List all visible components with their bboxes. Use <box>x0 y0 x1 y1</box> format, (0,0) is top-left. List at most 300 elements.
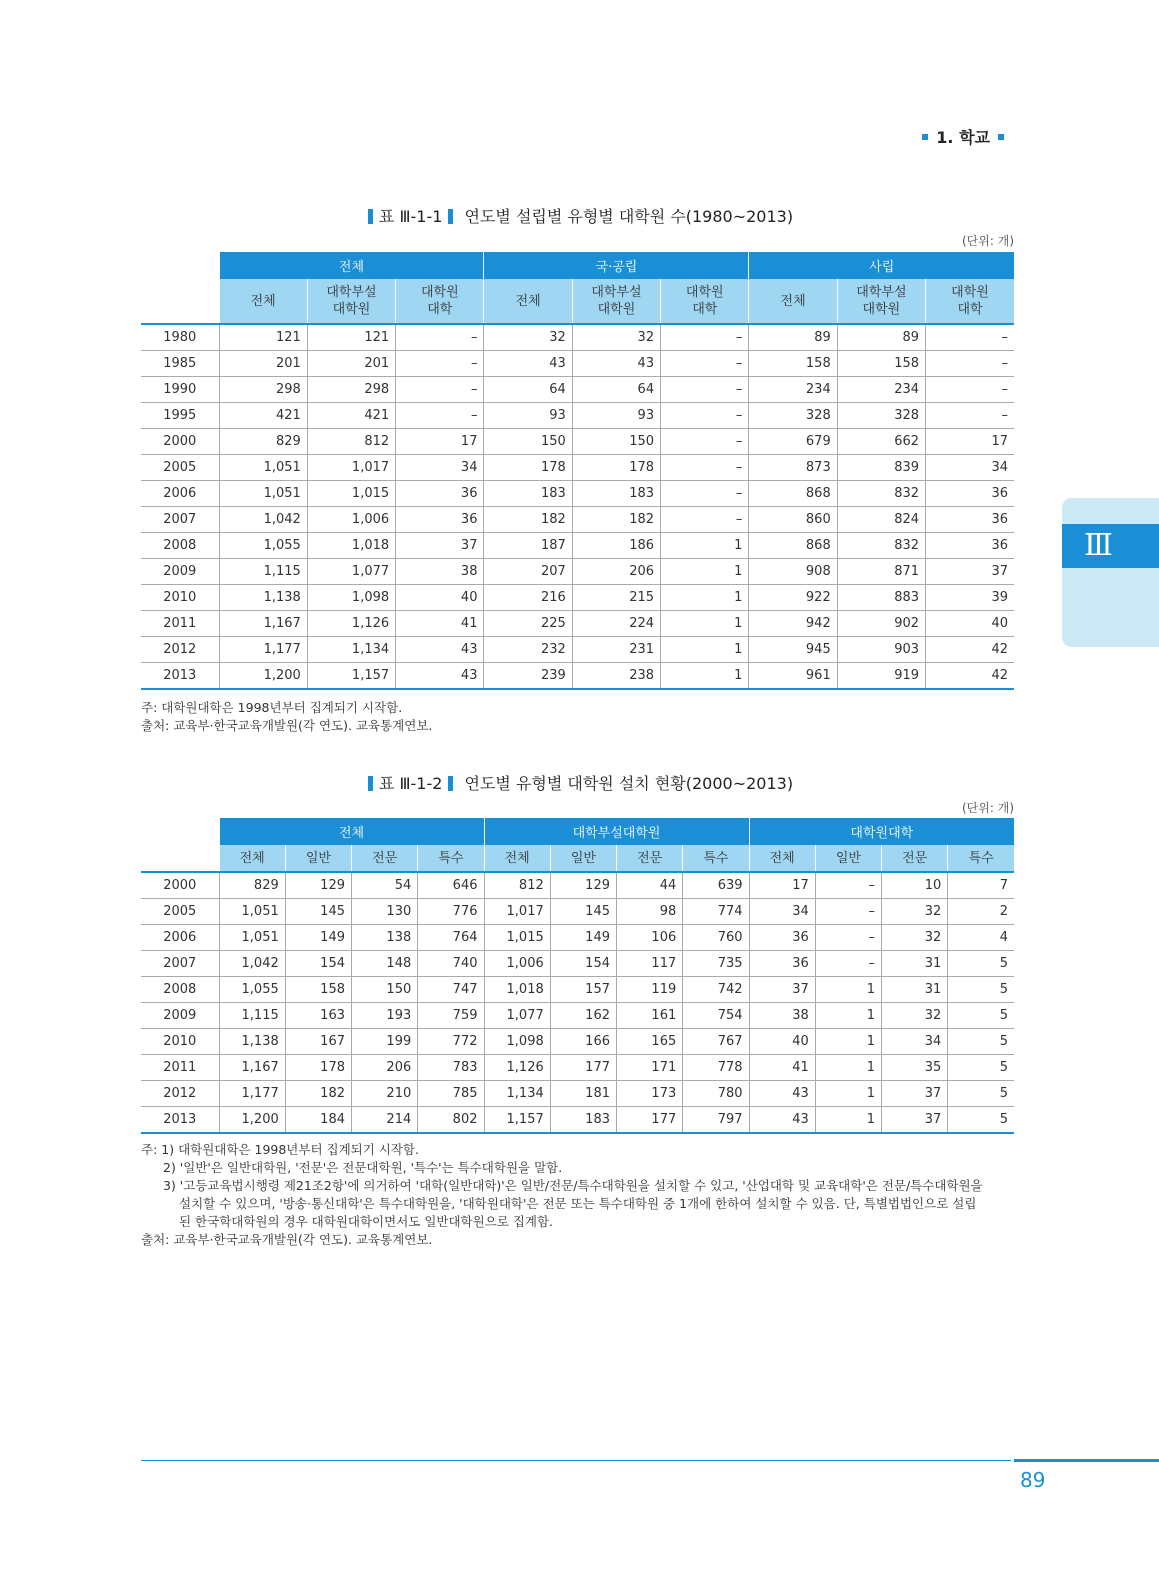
value-cell: 166 <box>550 1029 616 1055</box>
sub-header: 대학원 대학 <box>661 279 749 324</box>
value-cell: 224 <box>572 611 660 637</box>
value-cell: 215 <box>572 585 660 611</box>
value-cell: 747 <box>418 977 484 1003</box>
value-cell: 961 <box>749 663 837 690</box>
sub-header: 전체 <box>749 845 815 872</box>
table1 <box>141 252 1014 690</box>
group-header: 전체 <box>219 818 484 845</box>
value-cell: 1,098 <box>484 1029 550 1055</box>
group-header: 전체 <box>219 252 484 279</box>
title-bar-icon <box>448 776 453 791</box>
value-cell: – <box>926 377 1014 403</box>
value-cell: 812 <box>307 429 395 455</box>
sub-header: 특수 <box>683 845 749 872</box>
table-row <box>141 637 1014 663</box>
year-cell: 1990 <box>141 377 219 403</box>
value-cell: 1,177 <box>219 1081 285 1107</box>
value-cell: 735 <box>683 951 749 977</box>
value-cell: 1,015 <box>484 925 550 951</box>
year-cell: 2007 <box>141 951 219 977</box>
value-cell: 1,167 <box>219 611 307 637</box>
value-cell: 178 <box>572 455 660 481</box>
value-cell: 1,051 <box>219 455 307 481</box>
source-line: 출처: 교육부·한국교육개발원(각 연도). 교육통계연보. <box>141 1232 433 1247</box>
value-cell: – <box>926 351 1014 377</box>
value-cell: 1,042 <box>219 951 285 977</box>
title-bar-icon <box>448 209 453 224</box>
table-row <box>141 585 1014 611</box>
value-cell: 64 <box>572 377 660 403</box>
value-cell: 421 <box>219 403 307 429</box>
value-cell: 1 <box>661 611 749 637</box>
value-cell: 1,126 <box>484 1055 550 1081</box>
value-cell: 37 <box>396 533 484 559</box>
value-cell: 1,006 <box>484 951 550 977</box>
value-cell: 1,051 <box>219 925 285 951</box>
value-cell: 40 <box>749 1029 815 1055</box>
value-cell: 150 <box>352 977 418 1003</box>
value-cell: 1,115 <box>219 1003 285 1029</box>
value-cell: 39 <box>926 585 1014 611</box>
value-cell: 32 <box>882 1003 948 1029</box>
value-cell: 1 <box>815 1003 881 1029</box>
sub-header: 전체 <box>219 845 285 872</box>
table-row <box>141 1003 1014 1029</box>
value-cell: 4 <box>948 925 1014 951</box>
value-cell: 1,018 <box>484 977 550 1003</box>
value-cell: 5 <box>948 977 1014 1003</box>
value-cell: 214 <box>352 1107 418 1134</box>
sub-header: 특수 <box>948 845 1014 872</box>
sub-header: 전체 <box>219 279 307 324</box>
footer-rule-accent <box>1014 1459 1159 1462</box>
table2-unit: (단위: 개) <box>962 801 1014 815</box>
note-line: 2) '일반'은 일반대학원, '전문'은 전문대학원, '특수'는 특수대학원을 말함. <box>163 1160 563 1175</box>
value-cell: 1,042 <box>219 507 307 533</box>
value-cell: 206 <box>352 1055 418 1081</box>
value-cell: 421 <box>307 403 395 429</box>
sub-header: 대학부설 대학원 <box>572 279 660 324</box>
corner-cell <box>141 252 219 324</box>
value-cell: 42 <box>926 663 1014 690</box>
value-cell: 829 <box>219 872 285 899</box>
sub-header: 대학원 대학 <box>926 279 1014 324</box>
square-bullet-icon <box>998 134 1004 140</box>
value-cell: 328 <box>837 403 925 429</box>
table2-prefix: 표 <box>378 774 395 793</box>
value-cell: 36 <box>396 507 484 533</box>
value-cell: 10 <box>882 872 948 899</box>
value-cell: 154 <box>550 951 616 977</box>
value-cell: 832 <box>837 533 925 559</box>
note-line: 3) '고등교육법시행령 제21조2항'에 의거하여 '대학(일반대학)'은 일반/전문/특수대학원을 설치할 수 있고, '산업대학 및 교육대학'은 전문/특수대학원을 <box>163 1178 983 1193</box>
source-line: 출처: 교육부·한국교육개발원(각 연도). 교육통계연보. <box>141 718 433 733</box>
value-cell: 161 <box>617 1003 683 1029</box>
table1-prefix: 표 <box>378 207 395 226</box>
sub-header: 전체 <box>484 845 550 872</box>
value-cell: 298 <box>307 377 395 403</box>
table1-text: 연도별 설립별 유형별 대학원 수(1980~2013) <box>464 207 794 226</box>
table-row <box>141 977 1014 1003</box>
year-cell: 2012 <box>141 637 219 663</box>
value-cell: – <box>661 377 749 403</box>
value-cell: 1,138 <box>219 1029 285 1055</box>
value-cell: 945 <box>749 637 837 663</box>
value-cell: 43 <box>484 351 572 377</box>
section-title: 1. 학교 <box>936 128 990 147</box>
year-cell: 1985 <box>141 351 219 377</box>
value-cell: 98 <box>617 899 683 925</box>
value-cell: 1,157 <box>307 663 395 690</box>
value-cell: 167 <box>285 1029 351 1055</box>
value-cell: 36 <box>749 951 815 977</box>
value-cell: 824 <box>837 507 925 533</box>
value-cell: 919 <box>837 663 925 690</box>
value-cell: 121 <box>307 324 395 351</box>
value-cell: 225 <box>484 611 572 637</box>
value-cell: 43 <box>572 351 660 377</box>
note-line: 주: 1) 대학원대학은 1998년부터 집계되기 시작함. <box>141 1142 419 1157</box>
table-row <box>141 351 1014 377</box>
table1-notes <box>141 699 1014 735</box>
table1-num: Ⅲ-1-1 <box>399 207 443 226</box>
sub-header: 특수 <box>418 845 484 872</box>
value-cell: 764 <box>418 925 484 951</box>
value-cell: 5 <box>948 951 1014 977</box>
value-cell: 186 <box>572 533 660 559</box>
value-cell: – <box>396 403 484 429</box>
value-cell: 740 <box>418 951 484 977</box>
year-cell: 1995 <box>141 403 219 429</box>
value-cell: 1,055 <box>219 533 307 559</box>
value-cell: 93 <box>572 403 660 429</box>
table-row <box>141 1107 1014 1134</box>
table2-text: 연도별 유형별 대학원 설치 현황(2000~2013) <box>464 774 794 793</box>
table-row <box>141 1081 1014 1107</box>
table-row <box>141 951 1014 977</box>
value-cell: 182 <box>285 1081 351 1107</box>
year-cell: 2010 <box>141 585 219 611</box>
table-row <box>141 899 1014 925</box>
table1-title <box>141 204 1014 227</box>
sub-header: 전문 <box>352 845 418 872</box>
value-cell: – <box>661 507 749 533</box>
value-cell: 5 <box>948 1055 1014 1081</box>
table-row <box>141 324 1014 351</box>
value-cell: 187 <box>484 533 572 559</box>
value-cell: 32 <box>484 324 572 351</box>
value-cell: 1,051 <box>219 481 307 507</box>
value-cell: 802 <box>418 1107 484 1134</box>
value-cell: 868 <box>749 533 837 559</box>
value-cell: 1 <box>661 559 749 585</box>
year-cell: 2013 <box>141 663 219 690</box>
table-row <box>141 559 1014 585</box>
value-cell: 1,200 <box>219 663 307 690</box>
year-cell: 2012 <box>141 1081 219 1107</box>
table-row <box>141 925 1014 951</box>
value-cell: 31 <box>882 977 948 1003</box>
value-cell: 1,177 <box>219 637 307 663</box>
value-cell: 783 <box>418 1055 484 1081</box>
value-cell: 785 <box>418 1081 484 1107</box>
value-cell: 38 <box>396 559 484 585</box>
value-cell: 158 <box>749 351 837 377</box>
value-cell: 162 <box>550 1003 616 1029</box>
value-cell: 89 <box>837 324 925 351</box>
group-header: 대학원대학 <box>749 818 1014 845</box>
sub-header: 전문 <box>882 845 948 872</box>
value-cell: 883 <box>837 585 925 611</box>
year-cell: 2008 <box>141 533 219 559</box>
year-cell: 2011 <box>141 611 219 637</box>
value-cell: 1,098 <box>307 585 395 611</box>
table-row <box>141 377 1014 403</box>
value-cell: 1,018 <box>307 533 395 559</box>
table-row <box>141 1029 1014 1055</box>
value-cell: 832 <box>837 481 925 507</box>
table-row <box>141 481 1014 507</box>
value-cell: 1 <box>815 1055 881 1081</box>
value-cell: 181 <box>550 1081 616 1107</box>
year-cell: 2010 <box>141 1029 219 1055</box>
value-cell: – <box>661 351 749 377</box>
value-cell: 17 <box>749 872 815 899</box>
value-cell: 93 <box>484 403 572 429</box>
value-cell: 64 <box>484 377 572 403</box>
value-cell: 199 <box>352 1029 418 1055</box>
value-cell: 36 <box>749 925 815 951</box>
sub-header: 일반 <box>285 845 351 872</box>
value-cell: 1 <box>661 663 749 690</box>
value-cell: 239 <box>484 663 572 690</box>
value-cell: 165 <box>617 1029 683 1055</box>
value-cell: 119 <box>617 977 683 1003</box>
note-line: 설치할 수 있으며, '방송·통신대학'은 특수대학원을, '대학원대학'은 전문 또는 특수대학원 중 1개에 한하여 설치할 수 있음. 단, 특별법법인으로 설립 <box>179 1196 977 1211</box>
value-cell: 234 <box>837 377 925 403</box>
value-cell: – <box>815 899 881 925</box>
page-number: 89 <box>1020 1468 1046 1492</box>
value-cell: 5 <box>948 1081 1014 1107</box>
value-cell: – <box>396 324 484 351</box>
value-cell: 871 <box>837 559 925 585</box>
year-cell: 2005 <box>141 899 219 925</box>
value-cell: 1 <box>815 1029 881 1055</box>
corner-cell <box>141 818 219 872</box>
value-cell: 178 <box>285 1055 351 1081</box>
value-cell: 193 <box>352 1003 418 1029</box>
year-cell: 2009 <box>141 559 219 585</box>
year-cell: 2005 <box>141 455 219 481</box>
value-cell: 829 <box>219 429 307 455</box>
value-cell: 1,167 <box>219 1055 285 1081</box>
value-cell: – <box>661 324 749 351</box>
section-header <box>922 125 1004 148</box>
value-cell: 43 <box>749 1081 815 1107</box>
year-cell: 2006 <box>141 925 219 951</box>
value-cell: 34 <box>396 455 484 481</box>
value-cell: 40 <box>396 585 484 611</box>
value-cell: 232 <box>484 637 572 663</box>
value-cell: 129 <box>285 872 351 899</box>
value-cell: 922 <box>749 585 837 611</box>
table2-title <box>141 771 1014 794</box>
sub-header: 대학부설 대학원 <box>837 279 925 324</box>
value-cell: 173 <box>617 1081 683 1107</box>
value-cell: 201 <box>219 351 307 377</box>
value-cell: 36 <box>926 507 1014 533</box>
value-cell: 35 <box>882 1055 948 1081</box>
value-cell: 2 <box>948 899 1014 925</box>
value-cell: 184 <box>285 1107 351 1134</box>
value-cell: 150 <box>484 429 572 455</box>
table-row <box>141 1055 1014 1081</box>
value-cell: 1,051 <box>219 899 285 925</box>
value-cell: – <box>815 925 881 951</box>
value-cell: 7 <box>948 872 1014 899</box>
value-cell: 639 <box>683 872 749 899</box>
table2 <box>141 818 1014 1134</box>
value-cell: 182 <box>484 507 572 533</box>
value-cell: 201 <box>307 351 395 377</box>
value-cell: 43 <box>396 637 484 663</box>
value-cell: 5 <box>948 1003 1014 1029</box>
value-cell: 157 <box>550 977 616 1003</box>
value-cell: 1,015 <box>307 481 395 507</box>
value-cell: 679 <box>749 429 837 455</box>
value-cell: 5 <box>948 1107 1014 1134</box>
value-cell: 328 <box>749 403 837 429</box>
year-cell: 2011 <box>141 1055 219 1081</box>
value-cell: 868 <box>749 481 837 507</box>
value-cell: 1,200 <box>219 1107 285 1134</box>
value-cell: 206 <box>572 559 660 585</box>
value-cell: 54 <box>352 872 418 899</box>
value-cell: 17 <box>926 429 1014 455</box>
value-cell: 1,077 <box>307 559 395 585</box>
table-row <box>141 403 1014 429</box>
value-cell: 908 <box>749 559 837 585</box>
year-cell: 2008 <box>141 977 219 1003</box>
value-cell: 36 <box>396 481 484 507</box>
value-cell: – <box>661 455 749 481</box>
year-cell: 2007 <box>141 507 219 533</box>
year-cell: 1980 <box>141 324 219 351</box>
value-cell: 1,115 <box>219 559 307 585</box>
value-cell: 759 <box>418 1003 484 1029</box>
value-cell: 43 <box>396 663 484 690</box>
table-row <box>141 872 1014 899</box>
value-cell: 40 <box>926 611 1014 637</box>
value-cell: 34 <box>926 455 1014 481</box>
value-cell: 106 <box>617 925 683 951</box>
value-cell: 1,157 <box>484 1107 550 1134</box>
table-row <box>141 533 1014 559</box>
value-cell: 182 <box>572 507 660 533</box>
value-cell: 1,134 <box>484 1081 550 1107</box>
value-cell: 839 <box>837 455 925 481</box>
value-cell: 1 <box>661 637 749 663</box>
value-cell: 1,126 <box>307 611 395 637</box>
table2-num: Ⅲ-1-2 <box>399 774 443 793</box>
value-cell: 178 <box>484 455 572 481</box>
value-cell: 37 <box>749 977 815 1003</box>
value-cell: 873 <box>749 455 837 481</box>
value-cell: 1,138 <box>219 585 307 611</box>
value-cell: 150 <box>572 429 660 455</box>
value-cell: – <box>396 351 484 377</box>
value-cell: 1,006 <box>307 507 395 533</box>
value-cell: 1,055 <box>219 977 285 1003</box>
value-cell: 89 <box>749 324 837 351</box>
value-cell: 5 <box>948 1029 1014 1055</box>
value-cell: 36 <box>926 481 1014 507</box>
value-cell: 238 <box>572 663 660 690</box>
sub-header: 대학원 대학 <box>396 279 484 324</box>
value-cell: 43 <box>749 1107 815 1134</box>
value-cell: 210 <box>352 1081 418 1107</box>
sub-header: 전체 <box>749 279 837 324</box>
value-cell: 1,077 <box>484 1003 550 1029</box>
value-cell: 234 <box>749 377 837 403</box>
value-cell: 742 <box>683 977 749 1003</box>
value-cell: 158 <box>285 977 351 1003</box>
sub-header: 전체 <box>484 279 572 324</box>
value-cell: 776 <box>418 899 484 925</box>
chapter-tab <box>1062 498 1159 647</box>
value-cell: 1 <box>661 585 749 611</box>
value-cell: 17 <box>396 429 484 455</box>
value-cell: 32 <box>882 925 948 951</box>
table-row <box>141 429 1014 455</box>
value-cell: 34 <box>882 1029 948 1055</box>
value-cell: 860 <box>749 507 837 533</box>
value-cell: 298 <box>219 377 307 403</box>
value-cell: 177 <box>617 1107 683 1134</box>
year-cell: 2009 <box>141 1003 219 1029</box>
value-cell: 31 <box>882 951 948 977</box>
value-cell: 216 <box>484 585 572 611</box>
value-cell: 171 <box>617 1055 683 1081</box>
value-cell: 767 <box>683 1029 749 1055</box>
square-bullet-icon <box>922 134 928 140</box>
value-cell: 183 <box>550 1107 616 1134</box>
value-cell: 903 <box>837 637 925 663</box>
value-cell: 130 <box>352 899 418 925</box>
footer-rule <box>141 1460 1011 1461</box>
sub-header: 전문 <box>617 845 683 872</box>
group-header: 사립 <box>749 252 1014 279</box>
value-cell: 149 <box>285 925 351 951</box>
value-cell: 163 <box>285 1003 351 1029</box>
value-cell: 121 <box>219 324 307 351</box>
value-cell: 662 <box>837 429 925 455</box>
value-cell: 1,134 <box>307 637 395 663</box>
note-line: 된 한국학대학원의 경우 대학원대학이면서도 일반대학원으로 집계함. <box>179 1214 554 1229</box>
year-cell: 2006 <box>141 481 219 507</box>
table-row <box>141 611 1014 637</box>
value-cell: 145 <box>550 899 616 925</box>
table1-unit: (단위: 개) <box>962 234 1014 248</box>
table2-notes <box>141 1141 1014 1249</box>
sub-header: 일반 <box>815 845 881 872</box>
year-cell: 2000 <box>141 429 219 455</box>
value-cell: 36 <box>926 533 1014 559</box>
table-row <box>141 455 1014 481</box>
value-cell: 754 <box>683 1003 749 1029</box>
value-cell: – <box>815 951 881 977</box>
value-cell: 158 <box>837 351 925 377</box>
